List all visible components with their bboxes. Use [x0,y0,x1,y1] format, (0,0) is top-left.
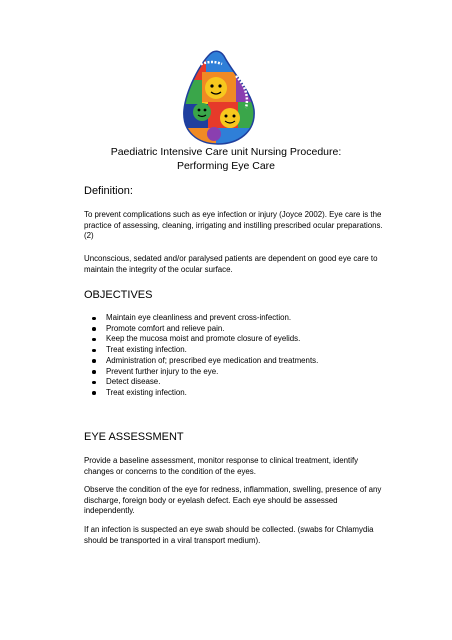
list-item: Promote comfort and relieve pain. [84,324,318,335]
list-item: Maintain eye cleanliness and prevent cross-infection. [84,313,318,324]
assessment-paragraph-2: Observe the condition of the eye for redness, inflammation, swelling, presence of any discharge, foreign body or eyelash defect. Each eye should be assessed independently. [84,485,382,516]
definition-heading: Definition: [84,185,133,197]
list-item: Detect disease. [84,377,318,388]
list-item: Treat existing infection. [84,388,318,399]
list-item: Treat existing infection. [84,345,318,356]
document-title-line1: Paediatric Intensive Care unit Nursing Procedure: [110,146,342,158]
assessment-paragraph-3: If an infection is suspected an eye swab should be collected. (swabs for Chlamydia should be transported in a viral transport medium). [84,525,374,545]
eye-assessment-heading: EYE ASSESSMENT [84,431,184,443]
definition-paragraph-2: Unconscious, sedated and/or paralysed patients are dependent on good eye care to maintain the integrity of the ocular surface. [84,254,378,274]
hospital-logo [176,50,262,146]
definition-paragraph-1: To prevent complications such as eye infection or injury (Joyce 2002). Eye care is the practice of assessing, cleaning, irrigating and instilling prescribed ocular preparations. (2) [84,210,383,241]
list-item: Prevent further injury to the eye. [84,367,318,378]
assessment-paragraph-1: Provide a baseline assessment, monitor response to clinical treatment, identify changes or concerns to the condition of the eyes. [84,456,359,476]
objectives-list [84,313,318,399]
document-title-line2: Performing Eye Care [176,160,276,172]
objectives-heading: OBJECTIVES [84,289,153,301]
list-item: Administration of; prescribed eye medication and treatments. [84,356,318,367]
list-item: Keep the mucosa moist and promote closure of eyelids. [84,334,318,345]
